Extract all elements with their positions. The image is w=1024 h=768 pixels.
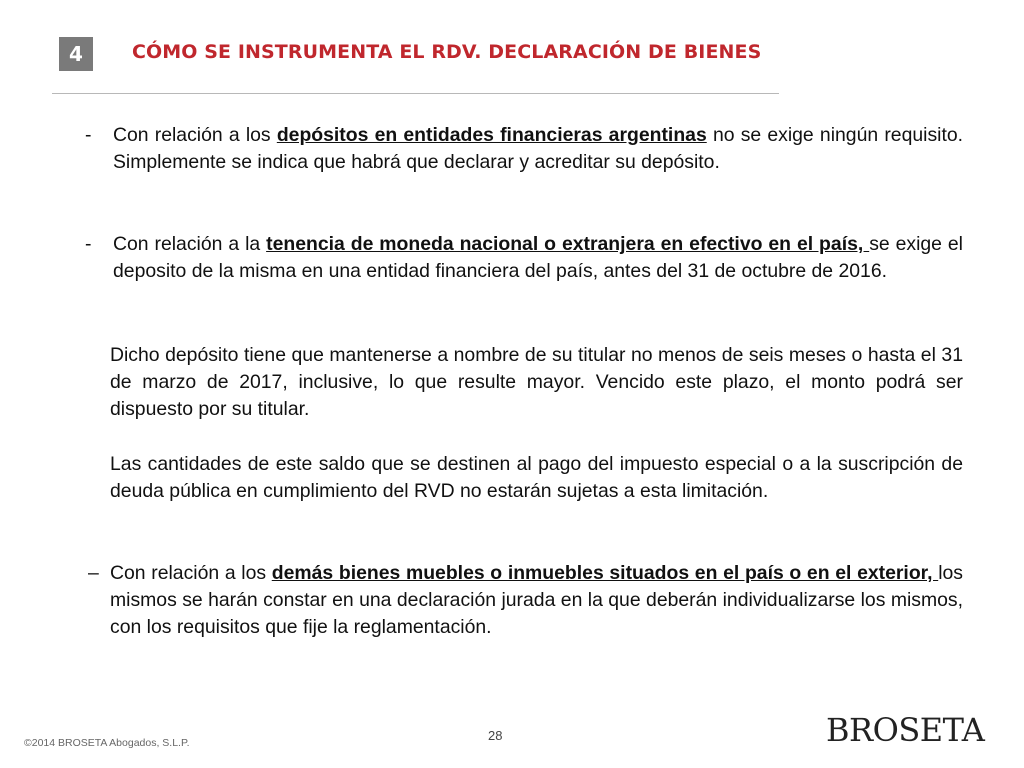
slide-title: CÓMO SE INSTRUMENTA EL RDV. DECLARACIÓN DE BIENES bbox=[132, 41, 762, 63]
bullet-cash-holdings bbox=[85, 231, 963, 285]
paragraph-limitation: Las cantidades de este saldo que se destinen al pago del impuesto especial o a la suscripción de deuda pública en cumplimiento del RVD no estarán sujetas a esta limitación. bbox=[110, 453, 963, 502]
page-number: 28 bbox=[488, 728, 503, 743]
bullet-mark: – bbox=[88, 562, 99, 584]
broseta-logo: BROSETA bbox=[826, 711, 985, 749]
bullet-text: Con relación a los depósitos en entidades financieras argentinas no se exige ningún requisito. Simplemente se indica que habrá que declarar y acreditar su depósito. bbox=[113, 124, 964, 173]
bullet-mark: - bbox=[85, 233, 92, 255]
paragraph-deposit-term: Dicho depósito tiene que mantenerse a nombre de su titular no menos de seis meses o hasta el 31 de marzo de 2017, inclusive, lo que resulte mayor. Vencido este plazo, el monto podrá ser dispuesto por su titular. bbox=[110, 344, 963, 420]
bullet-mark: - bbox=[85, 124, 92, 146]
emphasis-text: tenencia de moneda nacional o extranjera en efectivo en el país, bbox=[266, 233, 870, 255]
bullet-other-assets bbox=[88, 560, 963, 641]
emphasis-text: demás bienes muebles o inmuebles situados en el país o en el exterior, bbox=[271, 562, 939, 584]
bullet-deposits bbox=[85, 122, 963, 176]
footer-copyright: ©2014 BROSETA Abogados, S.L.P. bbox=[24, 737, 190, 749]
bullet-text: Con relación a los demás bienes muebles o inmuebles situados en el país o en el exterior, los mismos se harán constar en una declaración jurada en la que deberán individualizarse los mismos, con los requisitos que fije la reglamentación. bbox=[110, 562, 963, 638]
section-number-badge: 4 bbox=[59, 37, 93, 71]
emphasis-text: depósitos en entidades financieras argentinas bbox=[276, 124, 707, 146]
title-divider bbox=[52, 93, 779, 94]
bullet-text: Con relación a la tenencia de moneda nacional o extranjera en efectivo en el país, se exige el deposito de la misma en una entidad financiera del país, antes del 31 de octubre de 2016. bbox=[113, 233, 963, 282]
